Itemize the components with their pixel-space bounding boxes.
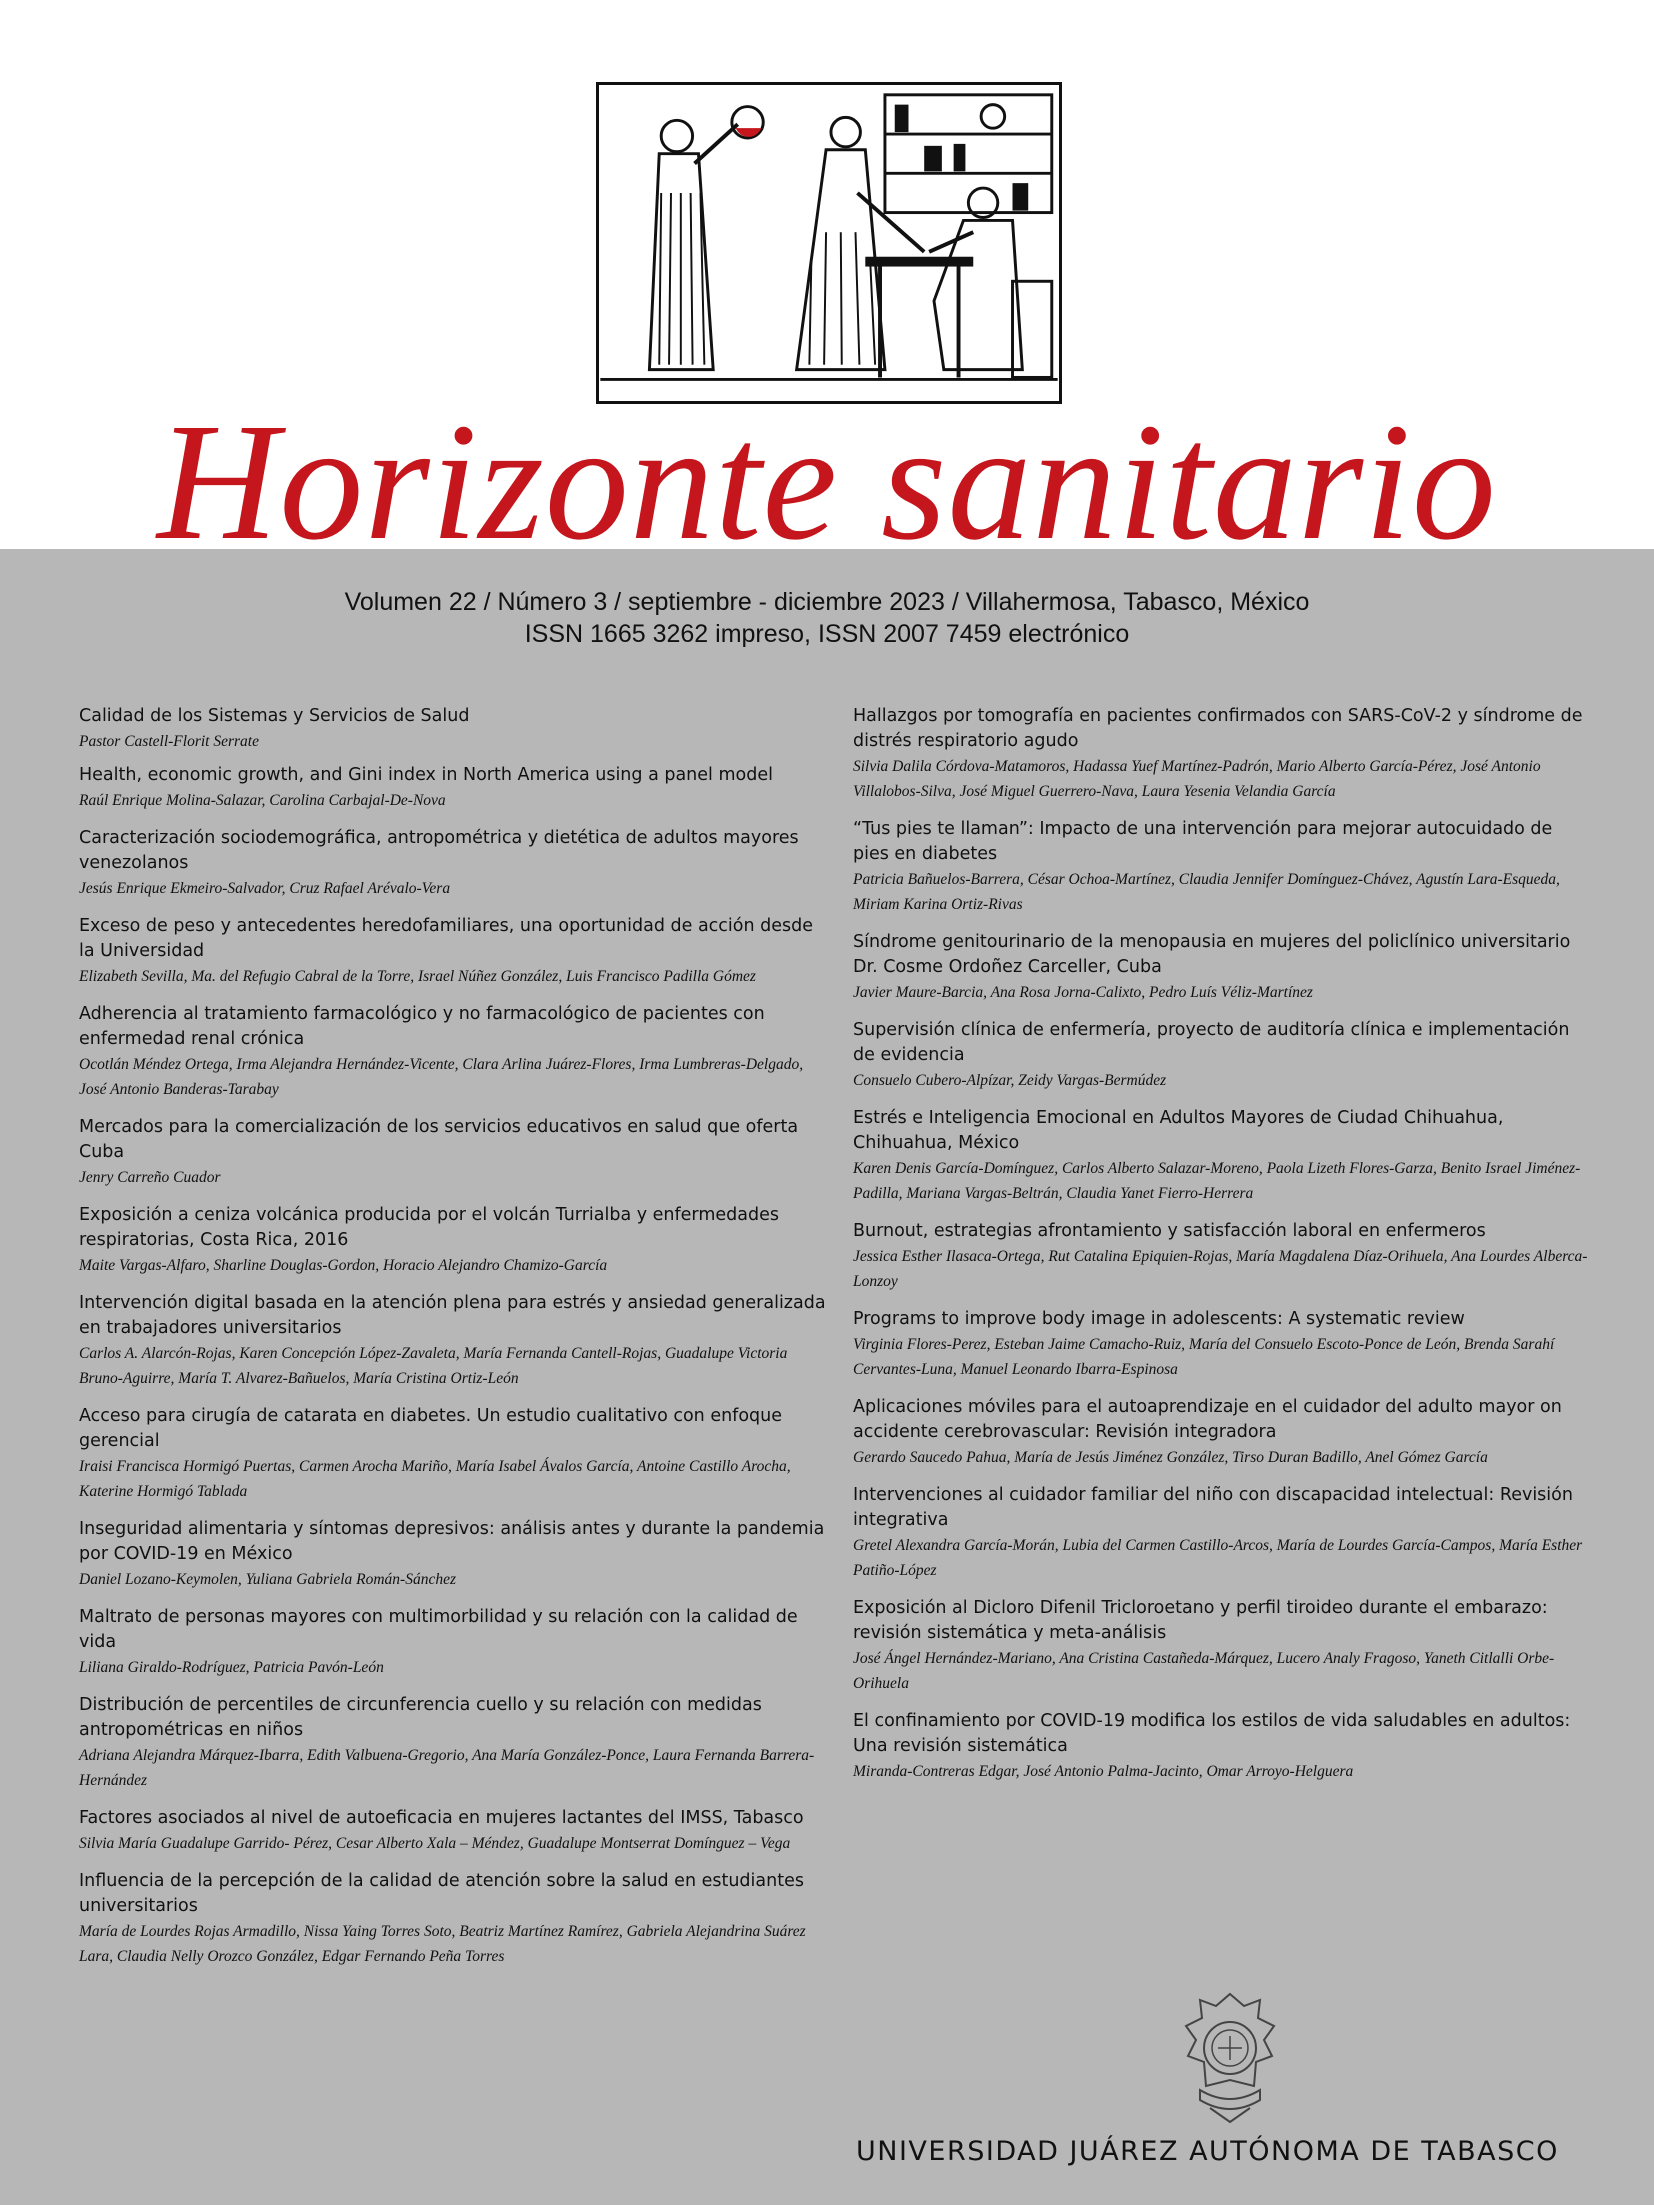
article-authors: Consuelo Cubero-Alpízar, Zeidy Vargas-Bermúdez xyxy=(853,1072,1167,1089)
article-authors: Gerardo Saucedo Pahua, María de Jesús Jiménez González, Tirso Duran Badillo, Anel Gómez García xyxy=(853,1449,1488,1466)
article-authors: Elizabeth Sevilla, Ma. del Refugio Cabral de la Torre, Israel Núñez González, Luis Francisco Padilla Gómez xyxy=(79,968,756,985)
article-title: El confinamiento por COVID-19 modifica los estilos de vida saludables en adultos: Una revisión sistemática xyxy=(853,1711,1571,1756)
article-authors: María de Lourdes Rojas Armadillo, Nissa Yaing Torres Soto, Beatriz Martínez Ramírez, Gabriela Alejandrina Suárez Lara, Claudia Nelly Orozco González, Edgar Fernando Peña Torres xyxy=(79,1923,806,1965)
journal-title: Horizonte sanitario xyxy=(157,389,1497,575)
article-authors: Raúl Enrique Molina-Salazar, Carolina Carbajal-De-Nova xyxy=(79,792,446,809)
article-title: Exposición a ceniza volcánica producida por el volcán Turrialba y enfermedades respiratorias, Costa Rica, 2016 xyxy=(79,1205,779,1250)
article-authors: Iraisi Francisca Hormigó Puertas, Carmen Arocha Mariño, María Isabel Ávalos García, Antoine Castillo Arocha, Katerine Hormigó Tablada xyxy=(79,1458,791,1500)
article-authors: Jenry Carreño Cuador xyxy=(79,1169,221,1186)
article-title: Health, economic growth, and Gini index in North America using a panel model xyxy=(79,765,773,785)
article-authors: Patricia Bañuelos-Barrera, César Ochoa-Martínez, Claudia Jennifer Domínguez-Chávez, Agustín Lara-Esqueda, Miriam Karina Ortiz-Rivas xyxy=(853,871,1560,913)
article-item[interactable] xyxy=(853,930,1593,1005)
university-name: UNIVERSIDAD JUÁREZ AUTÓNOMA DE TABASCO xyxy=(856,2136,1559,2167)
article-item[interactable] xyxy=(853,1219,1593,1294)
article-authors: Ocotlán Méndez Ortega, Irma Alejandra Hernández-Vicente, Clara Arlina Juárez-Flores, Irma Lumbreras-Delgado, José Antonio Banderas-Tarabay xyxy=(79,1056,804,1098)
article-title: Aplicaciones móviles para el autoaprendizaje en el cuidador del adulto mayor on accidente cerebrovascular: Revisión integradora xyxy=(853,1397,1562,1442)
article-authors: Liliana Giraldo-Rodríguez, Patricia Pavón-León xyxy=(79,1659,384,1676)
article-title: Calidad de los Sistemas y Servicios de Salud xyxy=(79,706,470,726)
article-list-left xyxy=(79,704,829,1982)
article-item[interactable] xyxy=(853,1307,1593,1382)
article-item[interactable] xyxy=(79,1115,829,1190)
article-title: Estrés e Inteligencia Emocional en Adultos Mayores de Ciudad Chihuahua, Chihuahua, México xyxy=(853,1108,1504,1153)
article-title: Inseguridad alimentaria y síntomas depresivos: análisis antes y durante la pandemia por COVID-19 en México xyxy=(79,1519,825,1564)
article-item[interactable] xyxy=(853,1018,1593,1093)
article-item[interactable] xyxy=(79,1517,829,1592)
article-list-right xyxy=(853,704,1593,1797)
article-authors: Virginia Flores-Perez, Esteban Jaime Camacho-Ruiz, María del Consuelo Escoto-Ponce de León, Brenda Sarahí Cervantes-Luna, Manuel Leonardo Ibarra-Espinosa xyxy=(853,1336,1555,1378)
article-item[interactable] xyxy=(79,704,829,754)
article-title: Intervención digital basada en la atención plena para estrés y ansiedad generalizada en trabajadores universitarios xyxy=(79,1293,826,1338)
article-item[interactable] xyxy=(853,817,1593,917)
article-title: Exceso de peso y antecedentes heredofamiliares, una oportunidad de acción desde la Universidad xyxy=(79,916,814,961)
article-title: Factores asociados al nivel de autoeficacia en mujeres lactantes del IMSS, Tabasco xyxy=(79,1808,804,1828)
article-item[interactable] xyxy=(853,1596,1593,1696)
medieval-physician-woodcut-icon xyxy=(596,82,1062,404)
article-item[interactable] xyxy=(853,1395,1593,1470)
article-item[interactable] xyxy=(79,1693,829,1793)
article-item[interactable] xyxy=(79,826,829,901)
article-title: Influencia de la percepción de la calidad de atención sobre la salud en estudiantes universitarios xyxy=(79,1871,804,1916)
article-title: Mercados para la comercialización de los servicios educativos en salud que oferta Cuba xyxy=(79,1117,799,1162)
article-authors: Gretel Alexandra García-Morán, Lubia del Carmen Castillo-Arcos, María de Lourdes García-Campos, María Esther Patiño-López xyxy=(853,1537,1583,1579)
article-item[interactable] xyxy=(79,1291,829,1391)
issn-line: ISSN 1665 3262 impreso, ISSN 2007 7459 electrónico xyxy=(524,620,1130,648)
article-title: Adherencia al tratamiento farmacológico y no farmacológico de pacientes con enfermedad renal crónica xyxy=(79,1004,765,1049)
article-authors: Pastor Castell-Florit Serrate xyxy=(79,733,259,750)
article-item[interactable] xyxy=(79,1605,829,1680)
article-item[interactable] xyxy=(79,1203,829,1278)
article-authors: Jessica Esther Ilasaca-Ortega, Rut Catalina Epiquien-Rojas, María Magdalena Díaz-Orihuela, Ana Lourdes Alberca-Lonzoy xyxy=(853,1248,1588,1290)
article-authors: Javier Maure-Barcia, Ana Rosa Jorna-Calixto, Pedro Luís Véliz-Martínez xyxy=(853,984,1313,1001)
article-authors: Daniel Lozano-Keymolen, Yuliana Gabriela Román-Sánchez xyxy=(79,1571,456,1588)
article-item[interactable] xyxy=(853,1106,1593,1206)
article-item[interactable] xyxy=(79,1869,829,1969)
article-title: Acceso para cirugía de catarata en diabetes. Un estudio cualitativo con enfoque gerencial xyxy=(79,1406,783,1451)
article-item[interactable] xyxy=(853,1483,1593,1583)
article-title: “Tus pies te llaman”: Impacto de una intervención para mejorar autocuidado de pies en diabetes xyxy=(853,819,1553,864)
article-title: Maltrato de personas mayores con multimorbilidad y su relación con la calidad de vida xyxy=(79,1607,798,1652)
article-item[interactable] xyxy=(79,914,829,989)
article-title: Burnout, estrategias afrontamiento y satisfacción laboral en enfermeros xyxy=(853,1221,1486,1241)
article-item[interactable] xyxy=(853,704,1593,804)
article-authors: Maite Vargas-Alfaro, Sharline Douglas-Gordon, Horacio Alejandro Chamizo-García xyxy=(79,1257,608,1274)
issue-line: Volumen 22 / Número 3 / septiembre - diciembre 2023 / Villahermosa, Tabasco, México xyxy=(344,588,1310,616)
article-item[interactable] xyxy=(853,1709,1593,1784)
article-title: Síndrome genitourinario de la menopausia en mujeres del policlínico universitario Dr. Cosme Ordoñez Carceller, Cuba xyxy=(853,932,1571,977)
article-item[interactable] xyxy=(79,1404,829,1504)
article-title: Hallazgos por tomografía en pacientes confirmados con SARS-CoV-2 y síndrome de distrés respiratorio agudo xyxy=(853,706,1583,751)
article-authors: Silvia María Guadalupe Garrido- Pérez, Cesar Alberto Xala – Méndez, Guadalupe Montserrat Domínguez – Vega xyxy=(79,1835,791,1852)
issue-header xyxy=(0,586,1654,650)
article-authors: Karen Denis García-Domínguez, Carlos Alberto Salazar-Moreno, Paola Lizeth Flores-Garza, Benito Israel Jiménez-Padilla, Mariana Vargas-Beltrán, Claudia Yanet Fierro-Herrera xyxy=(853,1160,1581,1202)
article-item[interactable] xyxy=(79,1002,829,1102)
article-title: Distribución de percentiles de circunferencia cuello y su relación con medidas antropométricas en niños xyxy=(79,1695,762,1740)
article-authors: Jesús Enrique Ekmeiro-Salvador, Cruz Rafael Arévalo-Vera xyxy=(79,880,451,897)
article-title: Exposición al Dicloro Difenil Tricloroetano y perfil tiroideo durante el embarazo: revisión sistemática y meta-análisis xyxy=(853,1598,1548,1643)
article-authors: Miranda-Contreras Edgar, José Antonio Palma-Jacinto, Omar Arroyo-Helguera xyxy=(853,1763,1354,1780)
article-title: Programs to improve body image in adolescents: A systematic review xyxy=(853,1309,1465,1329)
article-item[interactable] xyxy=(79,763,829,813)
article-title: Intervenciones al cuidador familiar del niño con discapacidad intelectual: Revisión integrativa xyxy=(853,1485,1573,1530)
article-authors: Carlos A. Alarcón-Rojas, Karen Concepción López-Zavaleta, María Fernanda Cantell-Rojas, Guadalupe Victoria Bruno-Aguirre, María T. Alvarez-Bañuelos, María Cristina Ortiz-León xyxy=(79,1345,788,1387)
university-seal-icon xyxy=(1180,1990,1280,2126)
article-title: Supervisión clínica de enfermería, proyecto de auditoría clínica e implementación de evidencia xyxy=(853,1020,1570,1065)
article-authors: José Ángel Hernández-Mariano, Ana Cristina Castañeda-Márquez, Lucero Analy Fragoso, Yaneth Citlalli Orbe-Orihuela xyxy=(853,1650,1555,1692)
article-item[interactable] xyxy=(79,1806,829,1856)
article-authors: Silvia Dalila Córdova-Matamoros, Hadassa Yuef Martínez-Padrón, Mario Alberto García-Pérez, José Antonio Villalobos-Silva, José Miguel Guerrero-Nava, Laura Yesenia Velandia García xyxy=(853,758,1541,800)
article-title: Caracterización sociodemográfica, antropométrica y dietética de adultos mayores venezolanos xyxy=(79,828,799,873)
article-authors: Adriana Alejandra Márquez-Ibarra, Edith Valbuena-Gregorio, Ana María González-Ponce, Laura Fernanda Barrera-Hernández xyxy=(79,1747,815,1789)
